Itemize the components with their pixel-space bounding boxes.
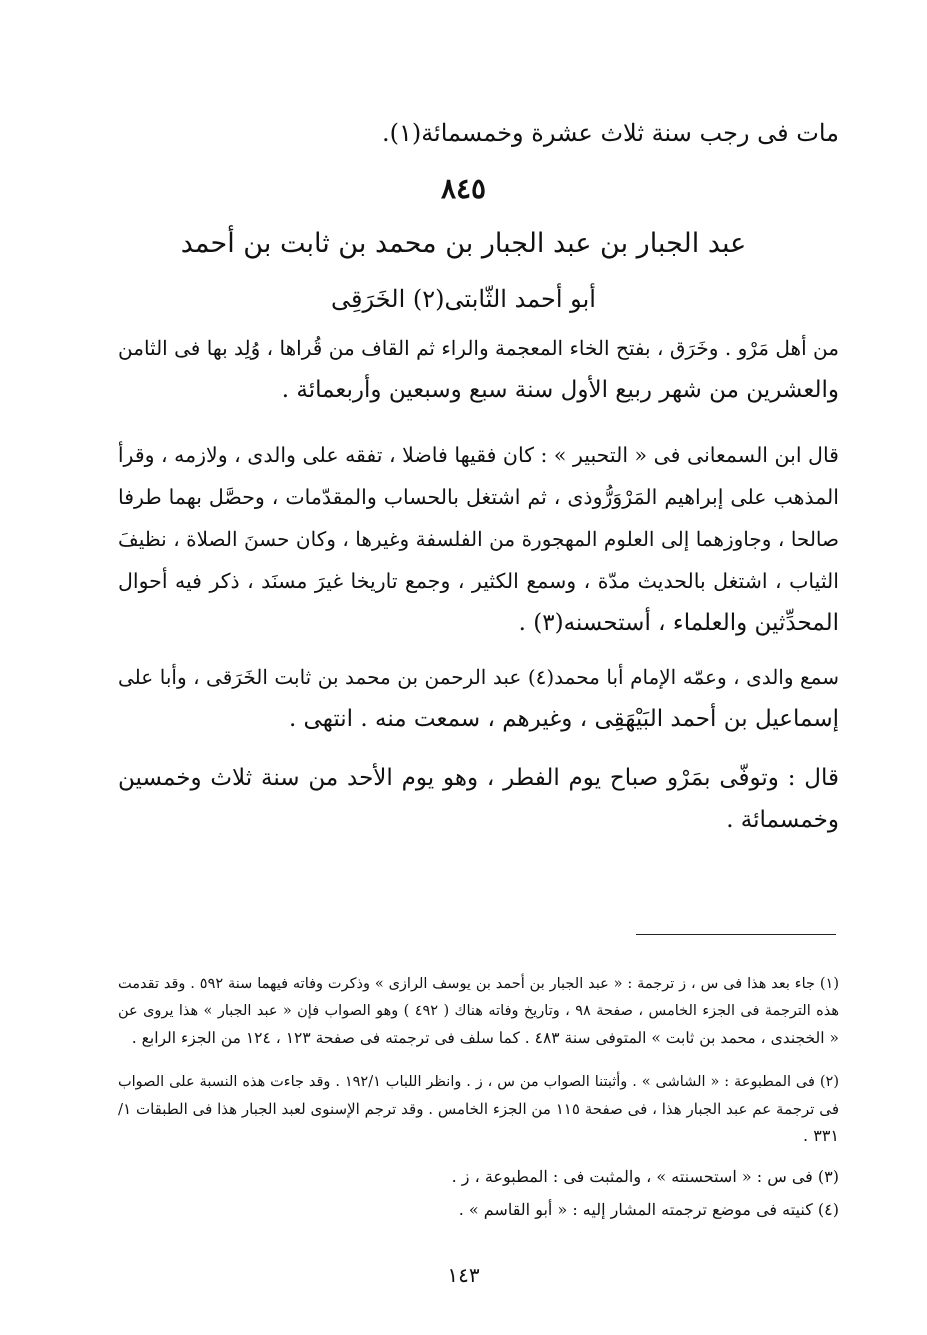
paragraph-line: الثياب ، اشتغل بالحديث مدّة ، وسمع الكثير ، وجمع تاريخا غيرَ مسنَد ، ذكر فيه أحوال: [118, 569, 839, 593]
paragraph-line: سمع والدى ، وعمّه الإمام أبا محمد(٤) عبد الرحمن بن محمد بن ثابت الخَرَقى ، وأبا على: [118, 665, 839, 689]
entry-title: عبد الجبار بن عبد الجبار بن محمد بن ثابت بن أحمد: [180, 228, 747, 259]
paragraph-line: قال ابن السمعانى فى « التحبير » : كان فقيها فاضلا ، تفقه على والدى ، ولازمه ، وقرأ: [117, 443, 839, 467]
footnote-line: (٣) فى س : « استحسنته » ، والمثبت فى : المطبوعة ، ز .: [451, 1167, 839, 1186]
footnote-line: (٢) فى المطبوعة : « الشاشى » . وأثبتنا الصواب من س ، ز . وانظر اللباب ١٩٢/١ . وقد جاءت هذه النسبة على الصواب: [118, 1074, 839, 1090]
paragraph-line: قال : وتوفّى بمَرْو صباح يوم الفطر ، وهو يوم الأحد من سنة ثلاث وخمسين: [118, 765, 839, 791]
paragraph-line: صالحا ، وجاوزهما إلى العلوم المهجورة من الفلسفة وغيرها ، وكان حسنَ الصلاة ، نظيفَ: [118, 527, 839, 551]
paragraph-line: من أهل مَرْو . وخَرَق ، بفتح الخاء المعجمة والراء ثم القاف من قُراها ، وُلِد بها فى الثامن: [118, 336, 839, 360]
entry-number: ٨٤٥: [440, 172, 487, 205]
footnote-line: هذه الترجمة فى الجزء الخامس ، صفحة ٩٨ ، وتاريخ وفاته هناك ( ٤٩٢ ) وهو الصواب فإن « عبد الجبار » هذا يروى عن: [118, 1003, 839, 1019]
paragraph-line: والعشرين من شهر ربيع الأول سنة سبع وسبعين وأربعمائة .: [281, 377, 839, 403]
footnote-line: « الخجندى ، محمد بن ثابت » المتوفى سنة ٤٨٣ . كما سلف فى ترجمته فى صفحة ١٢٣ ، ١٢٤ من الجزء الرابع .: [131, 1029, 839, 1047]
paragraph-line: وخمسمائة .: [726, 807, 839, 833]
footnote-line: (١) جاء بعد هذا فى س ، ز ترجمة : « عبد الجبار بن أحمد بن يوسف الرازى » وذكرت وفاته فيهما سنة ٥٩٢ . وقد تقدمت: [118, 976, 839, 992]
footnote-line: (٤) كنيته فى موضع ترجمته المشار إليه : « أبو القاسم » .: [458, 1200, 839, 1219]
page-number: ١٤٣: [447, 1263, 480, 1287]
footnote-line: ٣٣١ .: [803, 1126, 839, 1145]
preceding-entry-end-line: مات فى رجب سنة ثلاث عشرة وخمسمائة(١).: [381, 119, 839, 147]
footnote-line: فى ترجمة عم عبد الجبار هذا ، فى صفحة ١١٥ من الجزء الخامس . وقد ترجم الإسنوى لعبد الجبار هذا فى الطبقات ١/: [118, 1100, 839, 1118]
paragraph-line: المحدِّثين والعلماء ، أستحسنه(٣) .: [518, 610, 839, 636]
footnote-separator-rule: [636, 934, 836, 935]
paragraph-line: المذهب على إبراهيم المَرْوَرُّوذى ، ثم اشتغل بالحساب والمقدّمات ، وحصَّل بهما طرفا: [118, 485, 839, 509]
paragraph-line: إسماعيل بن أحمد البَيْهَقِى ، وغيرهم ، سمعت منه . انتهى .: [288, 706, 839, 732]
entry-subtitle: أبو أحمد الثّابتى(٢) الخَرَقِى: [331, 285, 596, 313]
